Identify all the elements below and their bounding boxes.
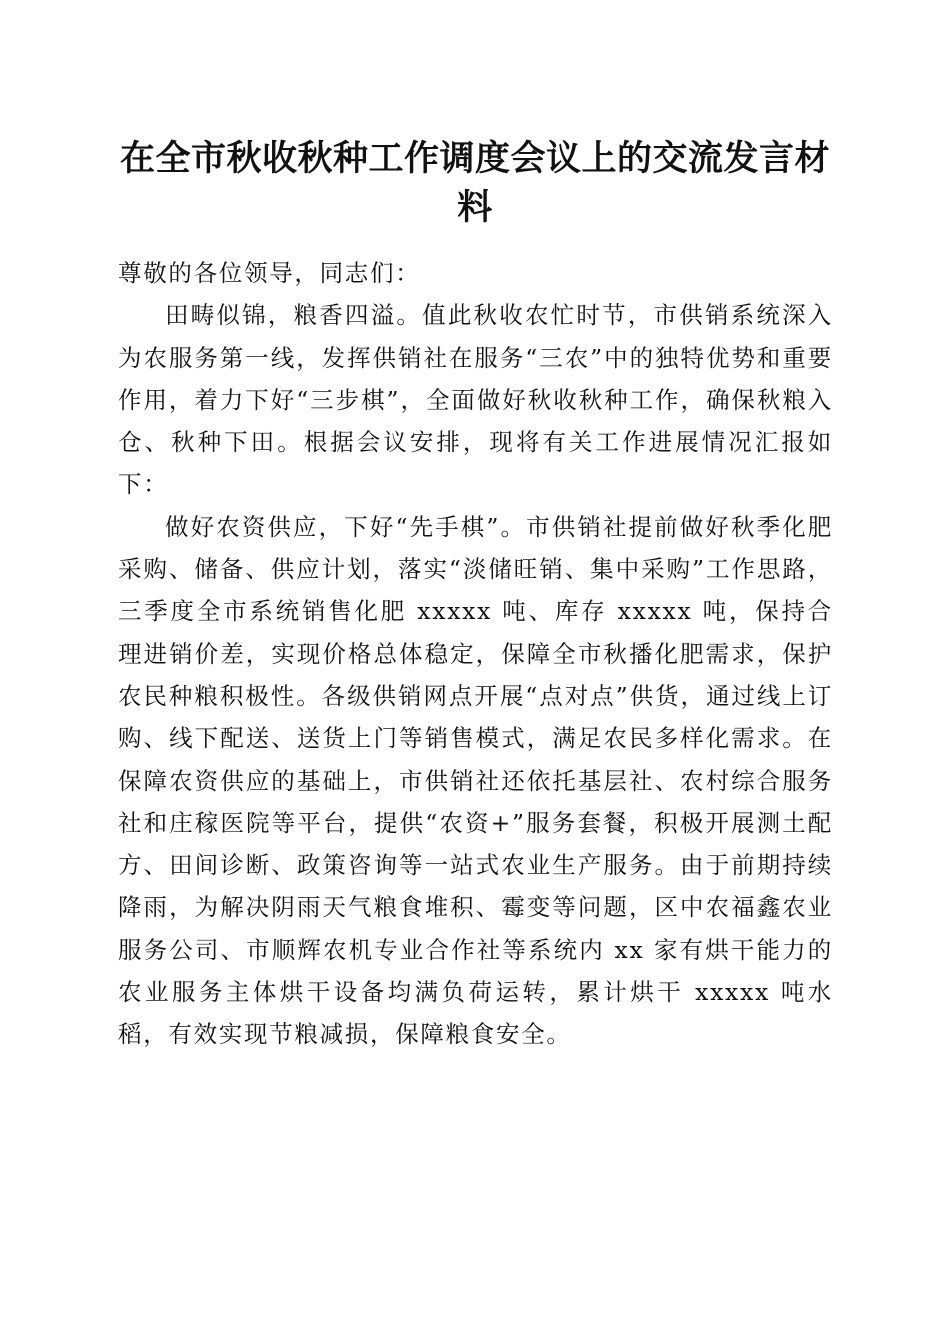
document-title: 在全市秋收秋种工作调度会议上的交流发言材料 bbox=[119, 138, 830, 228]
document-body bbox=[118, 252, 833, 1056]
paragraph-supply: 做好农资供应，下好“先手棋”。市供销社提前做好秋季化肥采购、储备、供应计划，落实“淡储旺销、集中采购”工作思路，三季度全市系统销售化肥 xxxxx 吨、库存 xxxxx 吨，保持合理进销价差，实现价格总体稳定，保障全市秋播化肥需求，保护农民种粮积极性。各级供销网点开展“点对点”供货，通过线上订购、线下配送、送货上门等销售模式，满足农民多样化需求。在保障农资供应的基础上，市供销社还依托基层社、农村综合服务社和庄稼医院等平台，提供“农资+”服务套餐，积极开展测土配方、田间诊断、政策咨询等一站式农业生产服务。由于前期持续降雨，为解决阴雨天气粮食堆积、霉变等问题，区中农福鑫农业服务公司、市顺辉农机专业合作社等系统内 xx 家有烘干能力的农业服务主体烘干设备均满负荷运转，累计烘干 xxxxx 吨水稻，有效实现节粮减损，保障粮食安全。 bbox=[118, 512, 833, 1049]
salutation: 尊敬的各位领导，同志们： bbox=[118, 259, 421, 287]
paragraph-intro: 田畴似锦，粮香四溢。值此秋收农忙时节，市供销系统深入为农服务第一线，发挥供销社在服务“三农”中的独特优势和重要作用，着力下好“三步棋”，全面做好秋收秋种工作，确保秋粮入仓、秋种下田。根据会议安排，现将有关工作进展情况汇报如下： bbox=[118, 301, 833, 499]
